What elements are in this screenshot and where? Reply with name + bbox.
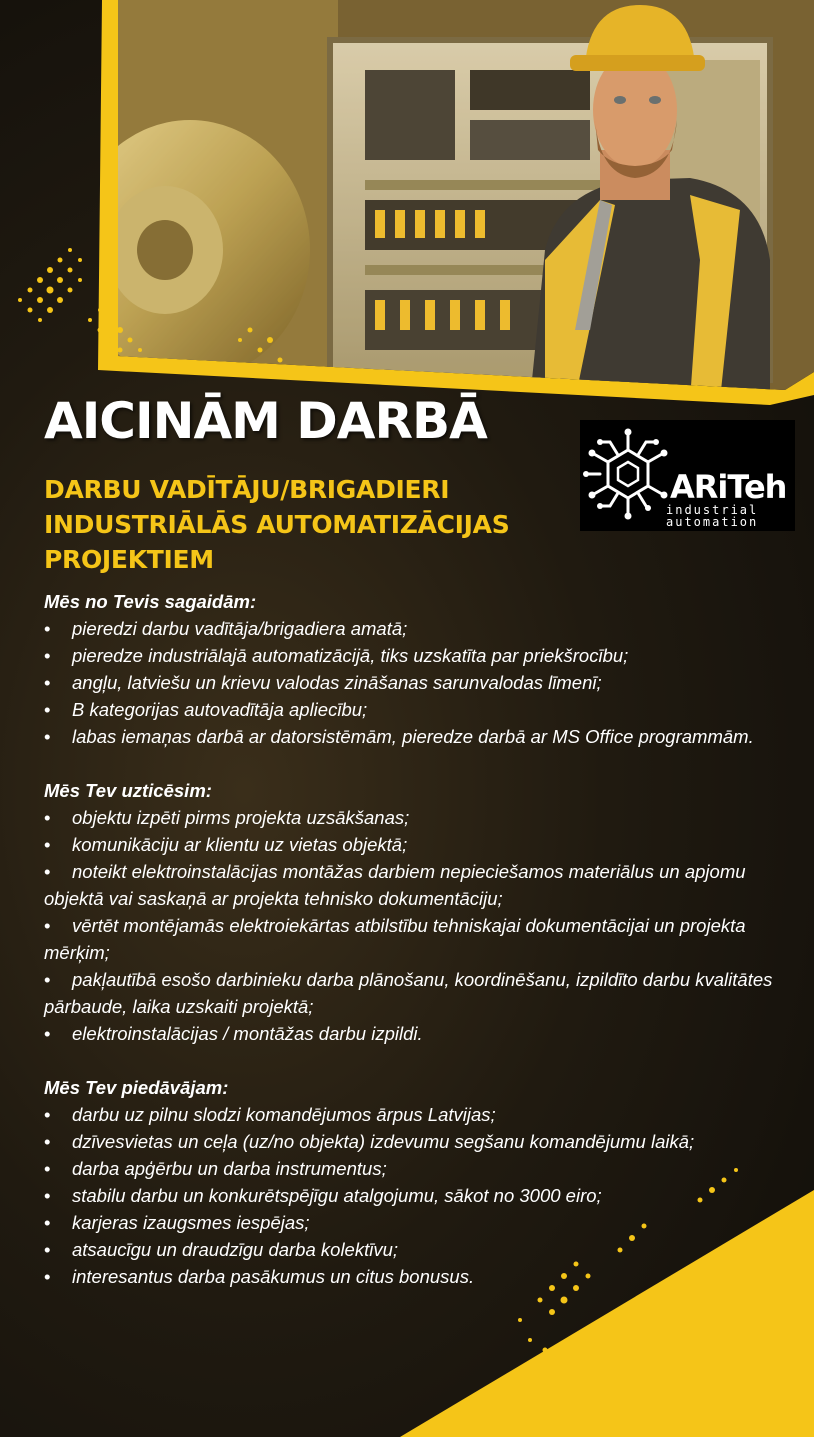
- offer-list: [44, 1101, 774, 1290]
- list-item: [44, 858, 774, 912]
- list-item-text: pakļautībā esošo darbinieku darba plānošanu, koordinēšanu, izpildīto darbu kvalitātes pārbaude, laika uzskaiti projektā;: [44, 969, 773, 1017]
- list-item: [44, 1020, 774, 1047]
- logo-company-name: ARiTeh: [670, 468, 787, 506]
- section-heading: Mēs no Tevis sagaidām:: [44, 591, 257, 612]
- bullet-icon: •: [44, 1158, 51, 1179]
- bullet-icon: •: [44, 1185, 51, 1206]
- responsibilities-list: [44, 804, 774, 1047]
- bullet-icon: •: [44, 726, 51, 747]
- section-requirements: [44, 588, 774, 750]
- list-item: [44, 696, 774, 723]
- list-item: [44, 804, 774, 831]
- headline: AICINĀM DARBĀ: [44, 392, 487, 450]
- list-item-text: darba apģērbu un darba instrumentus;: [72, 1158, 387, 1179]
- list-item: [44, 1263, 774, 1290]
- list-item-text: elektroinstalācijas / montāžas darbu izpildi.: [72, 1023, 423, 1044]
- position-title-line: INDUSTRIĀLĀS AUTOMATIZĀCIJAS: [44, 510, 510, 539]
- list-item-text: stabilu darbu un konkurētspējīgu atalgojumu, sākot no 3000 eiro;: [72, 1185, 602, 1206]
- position-title: [44, 472, 509, 577]
- list-item-text: angļu, latviešu un krievu valodas zināšanas sarunvalodas līmenī;: [72, 672, 602, 693]
- bullet-icon: •: [44, 1266, 51, 1287]
- list-item: [44, 723, 774, 750]
- list-item-text: dzīvesvietas un ceļa (uz/no objekta) izdevumu segšanu komandējumu laikā;: [72, 1131, 695, 1152]
- list-item-text: noteikt elektroinstalācijas montāžas darbiem nepieciešamos materiālus un apjomu objektā vai saskaņā ar projekta tehnisko dokumentāciju;: [44, 861, 746, 909]
- bullet-icon: •: [44, 1104, 51, 1125]
- bullet-icon: •: [44, 969, 51, 990]
- bullet-icon: •: [44, 699, 51, 720]
- list-item-text: atsaucīgu un draudzīgu darba kolektīvu;: [72, 1239, 399, 1260]
- list-item: [44, 912, 774, 966]
- list-item-text: pieredzi darbu vadītāja/brigadiera amatā;: [72, 618, 408, 639]
- list-item-text: labas iemaņas darbā ar datorsistēmām, pieredze darbā ar MS Office programmām.: [72, 726, 754, 747]
- list-item: [44, 1128, 774, 1155]
- bullet-icon: •: [44, 1131, 51, 1152]
- list-item: [44, 669, 774, 696]
- company-logo: [580, 420, 795, 531]
- section-heading: Mēs Tev uzticēsim:: [44, 780, 212, 801]
- bullet-icon: •: [44, 672, 51, 693]
- bullet-icon: •: [44, 861, 51, 882]
- bullet-icon: •: [44, 1212, 51, 1233]
- list-item: [44, 966, 774, 1020]
- logo-tagline: industrial: [666, 503, 759, 517]
- worker-photo: [70, 0, 814, 400]
- list-item: [44, 1155, 774, 1182]
- list-item-text: interesantus darba pasākumus un citus bonusus.: [72, 1266, 475, 1287]
- bullet-icon: •: [44, 1239, 51, 1260]
- job-description: [44, 588, 774, 1290]
- bullet-icon: •: [44, 807, 51, 828]
- position-title-line: PROJEKTIEM: [44, 545, 214, 574]
- list-item-text: vērtēt montējamās elektroiekārtas atbilstību tehniskajai dokumentācijai un projekta mērķim;: [44, 915, 746, 963]
- list-item-text: komunikāciju ar klientu uz vietas objektā;: [72, 834, 408, 855]
- bullet-icon: •: [44, 1023, 51, 1044]
- list-item-text: darbu uz pilnu slodzi komandējumos ārpus Latvijas;: [72, 1104, 496, 1125]
- list-item-text: B kategorijas autovadītāja apliecību;: [72, 699, 368, 720]
- list-item: [44, 831, 774, 858]
- section-offer: [44, 1074, 774, 1290]
- list-item: [44, 1236, 774, 1263]
- bullet-icon: •: [44, 834, 51, 855]
- bullet-icon: •: [44, 618, 51, 639]
- section-responsibilities: [44, 777, 774, 1047]
- requirements-list: [44, 615, 774, 750]
- logo-tagline: automation: [666, 515, 759, 529]
- list-item: [44, 1209, 774, 1236]
- circuit-logo-icon: [580, 420, 675, 531]
- list-item: [44, 615, 774, 642]
- position-title-line: DARBU VADĪTĀJU/BRIGADIERI: [44, 475, 450, 504]
- list-item-text: karjeras izaugsmes iespējas;: [72, 1212, 310, 1233]
- list-item-text: pieredze industriālajā automatizācijā, tiks uzskatīta par priekšrocību;: [72, 645, 629, 666]
- bullet-icon: •: [44, 915, 51, 936]
- list-item: [44, 1101, 774, 1128]
- section-heading: Mēs Tev piedāvājam:: [44, 1077, 229, 1098]
- list-item-text: objektu izpēti pirms projekta uzsākšanas;: [72, 807, 410, 828]
- list-item: [44, 1182, 774, 1209]
- list-item: [44, 642, 774, 669]
- bullet-icon: •: [44, 645, 51, 666]
